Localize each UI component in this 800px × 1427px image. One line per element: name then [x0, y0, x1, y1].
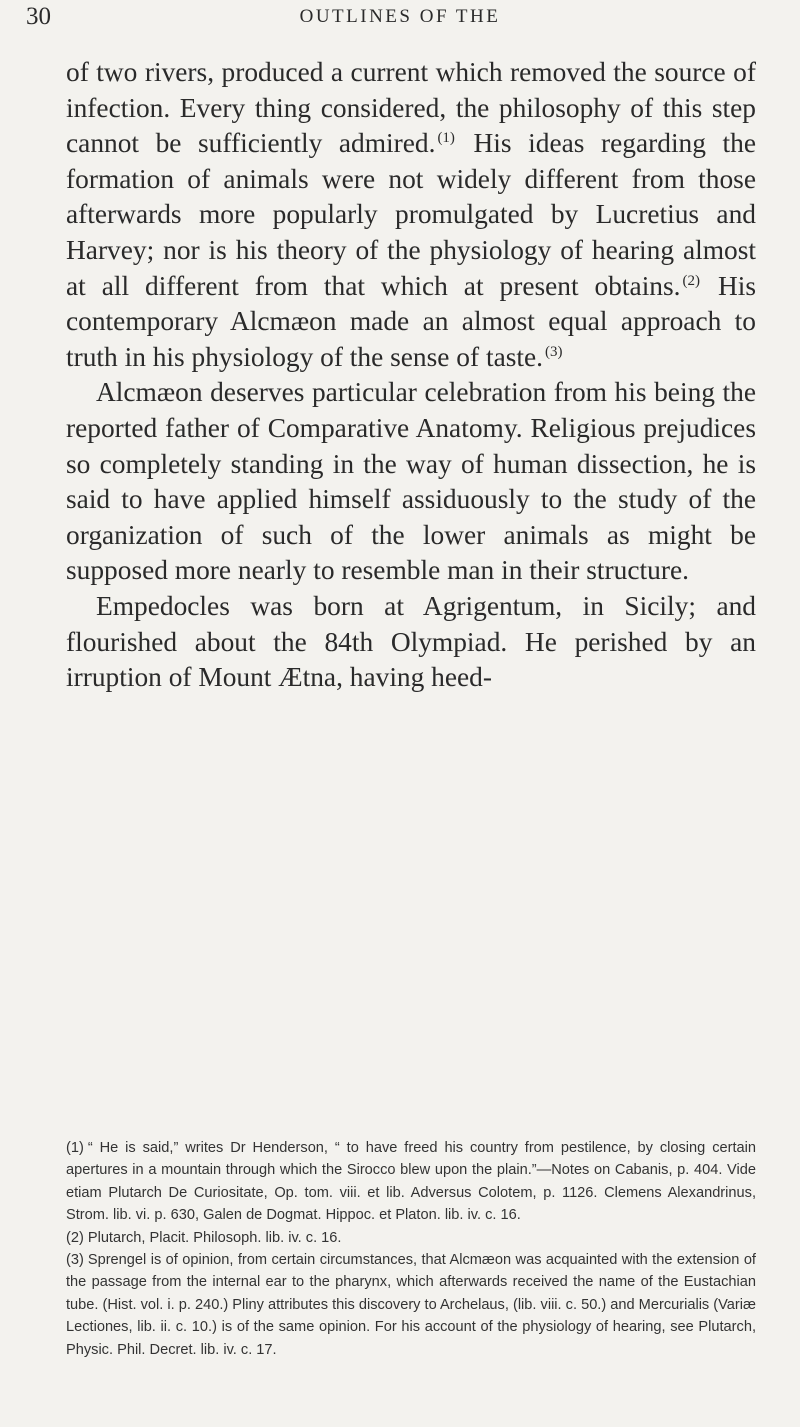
footnotes — [66, 1137, 756, 1361]
footnote-2-label: (2) — [66, 1229, 84, 1246]
main-text — [66, 55, 756, 696]
paragraph-2: Alcmæon deserves particular celebration from his being the reported father of Comparative Anatomy. Religious prejudices so completely standing in the way of human dissection, he is said to have applied himself assiduously to the study of the organization of such of the lower animals as might be supposed more nearly to resemble man in their structure. — [66, 377, 756, 586]
footnote-1-label: (1) — [66, 1140, 84, 1156]
paragraph-1 — [66, 55, 756, 375]
paragraph-1-part-c: His contemporary Alcmæon made an almost equal approach to truth in his physiology of the sense of taste. — [66, 270, 757, 372]
footnote-1 — [66, 1137, 756, 1227]
paragraph-3: Empedocles was born at Agrigentum, in Sicily; and flourished about the 84th Olympiad. He perished by an irruption of Mount Ætna, having heed- — [66, 590, 756, 693]
footnote-3 — [66, 1249, 756, 1361]
footnote-3-text: Sprengel is of opinion, from certain circumstances, that Alcmæon was acquainted with the extension of the passage from the internal ear to the pharynx, which afterwards received the name of the Eustachian tube. (Hist. vol. i. p. 240.) Pliny attributes this discovery to Archelaus, (lib. viii. c. 50.) and Mercurialis (Variæ Lectiones, lib. ii. c. 10.) is of the same opinion. For his account of the physiology of hearing, see Plutarch, Physic. Phil. Decret. lib. iv. c. 17. — [66, 1252, 756, 1358]
paragraph-1-part-b: His ideas regarding the formation of animals were not widely different from those afterwards more popularly promulgated by Lucretius and Harvey; nor is his theory of the physiology of hearing almost at all different from that which at present obtains. — [66, 128, 756, 301]
paragraph-1-part-a: of two rivers, produced a current which removed the source of infection. Every thing considered, the philosophy of this step cannot be sufficiently admired. — [66, 57, 756, 159]
footnote-ref-3: (3) — [545, 343, 563, 360]
footnote-ref-2: (2) — [682, 272, 701, 289]
footnote-1-text: “ He is said,” writes Dr Henderson, “ to have freed his country from pestilence, by closing certain apertures in a mountain through which the Sirocco blew upon the plain.”—Notes on Cabanis, p. 404. Vide etiam Plutarch De Curiositate, Op. tom. viii. et lib. Adversus Colotem, p. 1126. Clemens Alexandrinus, Strom. lib. vi. p. 630, Galen de Dogmat. Hippoc. et Platon. lib. iv. c. 16. — [66, 1140, 756, 1224]
footnote-ref-1: (1) — [437, 130, 455, 147]
footnote-3-label: (3) — [66, 1252, 84, 1269]
footnote-2-text: Plutarch, Placit. Philosoph. lib. iv. c. 16. — [87, 1229, 342, 1246]
running-head: OUTLINES OF THE — [299, 6, 501, 27]
footnote-2 — [66, 1227, 756, 1249]
page-number: 30 — [26, 3, 51, 30]
